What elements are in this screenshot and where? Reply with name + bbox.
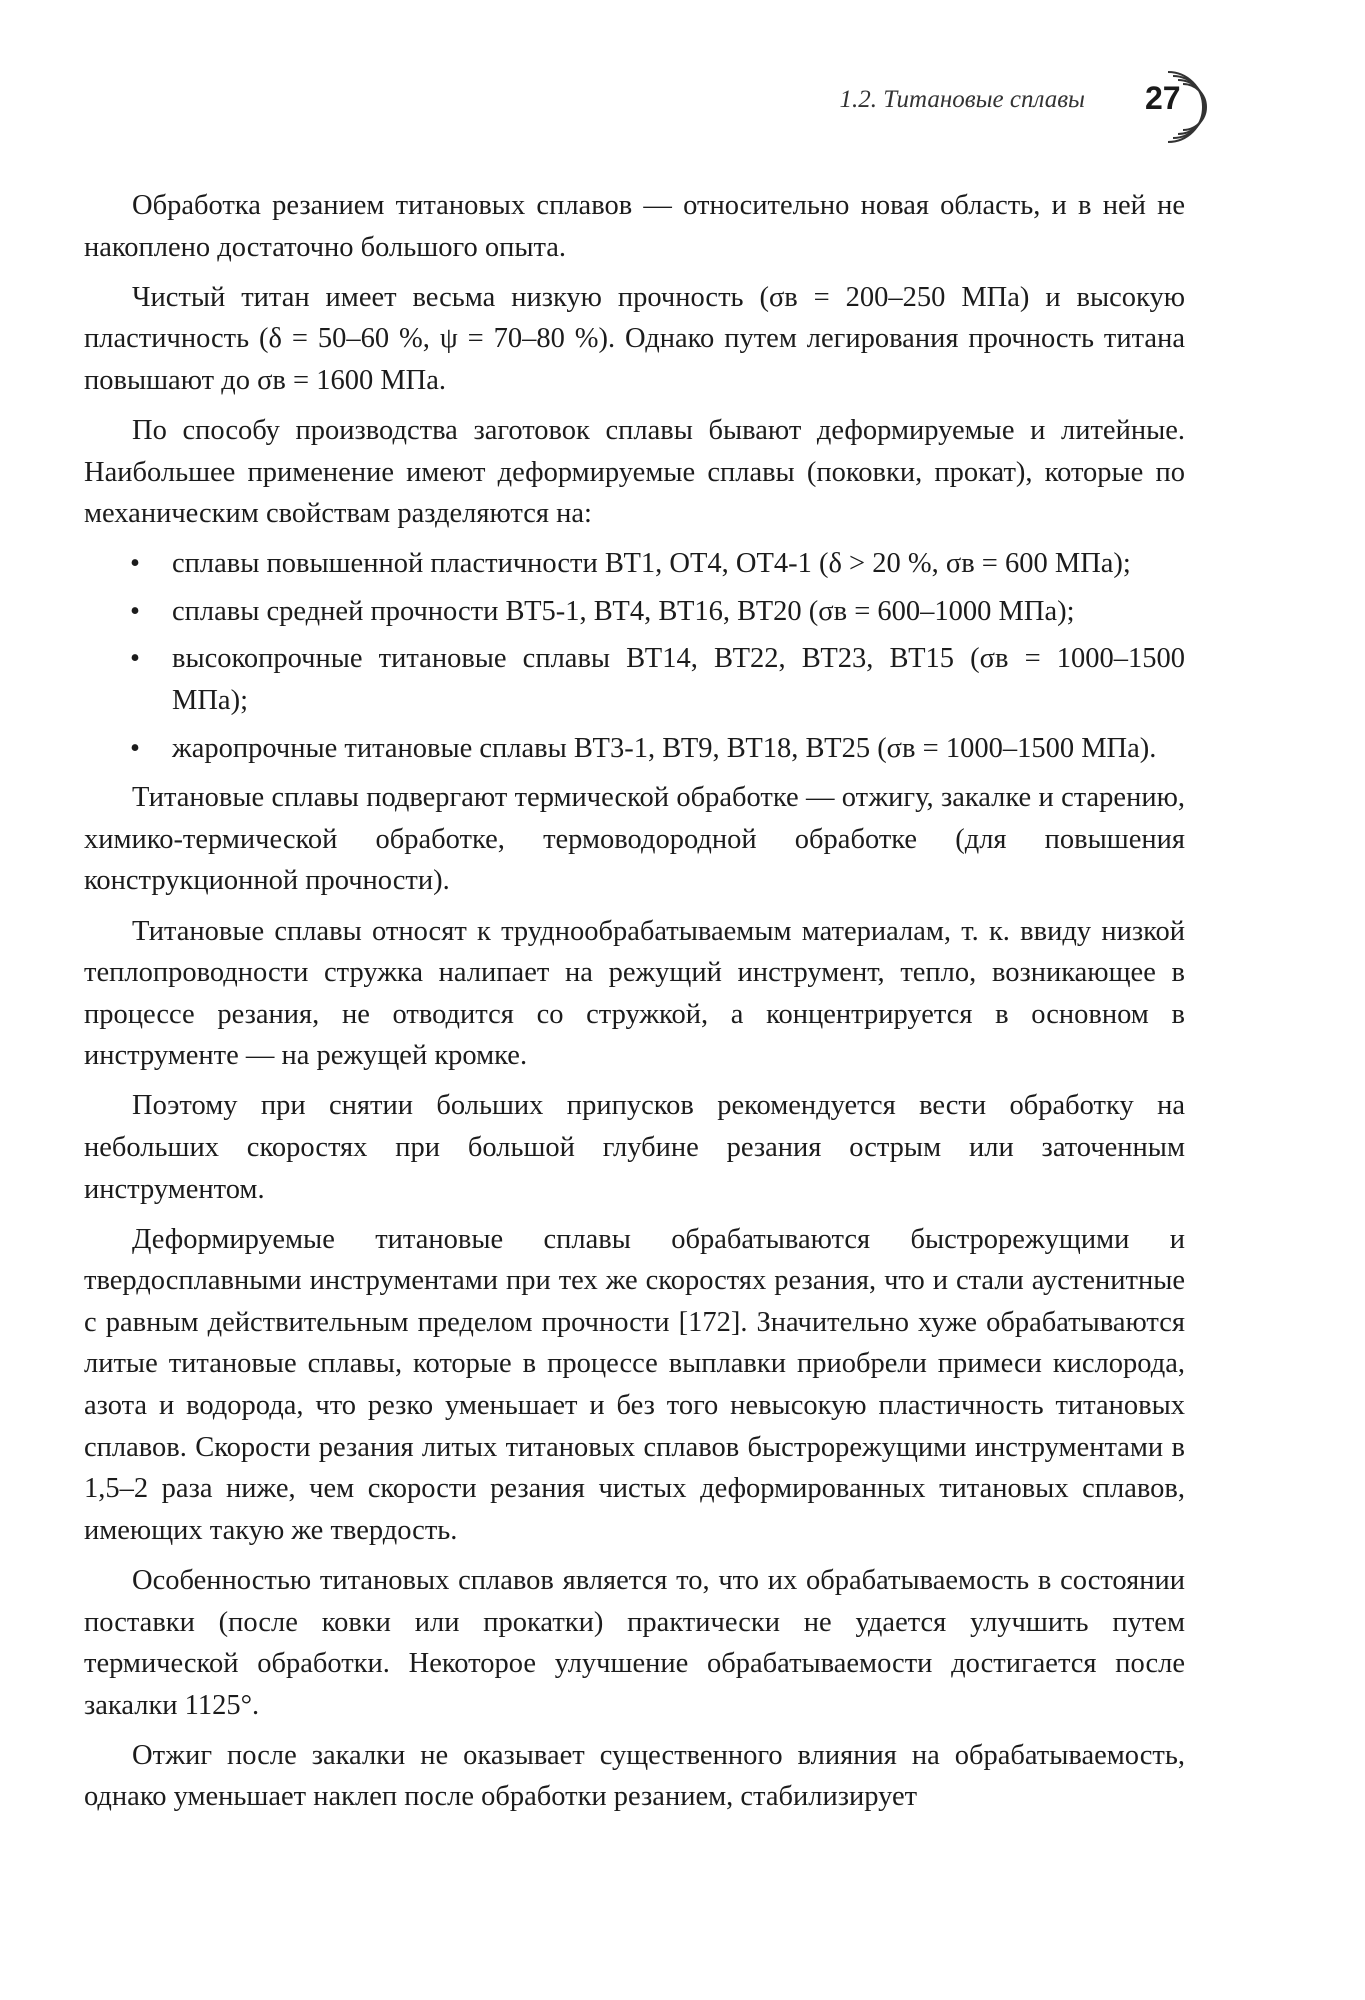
running-title: 1.2. Титановые сплавы	[839, 86, 1085, 113]
paragraph-6: Поэтому при снятии больших припусков рекомендуется вести обработку на небольших скоростях при большой глубине резания острым или заточенным инструментом.	[84, 1090, 1185, 1205]
paragraph-1: Обработка резанием титановых сплавов — относительно новая область, и в ней не накоплено достаточно большого опыта.	[84, 190, 1185, 263]
page-number: 27	[1145, 80, 1181, 116]
paragraph-3: По способу производства заготовок сплавы бывают деформируемые и литейные. Наибольшее применение имеют деформируемые сплавы (поковки, прокат), которые по механическим свойствам разделяются на:	[84, 414, 1185, 530]
list-item: • сплавы средней прочности ВТ5-1, ВТ4, ВТ16, ВТ20 (σв = 600–1000 МПа);	[84, 591, 1185, 633]
paragraph-4: Титановые сплавы подвергают термической обработке — отжигу, закалке и старению, химико-термической обработке, термоводородной обработке (для повышения конструкционной прочности).	[84, 782, 1185, 897]
paragraph-2: Чистый титан имеет весьма низкую прочность (σв = 200–250 МПа) и высокую пластичность (δ = 50–60 %, ψ = 70–80 %). Однако путем легирования прочность титана повышают до σв = 1600 МПа.	[84, 281, 1185, 396]
paragraph-8: Особенностью титановых сплавов является то, что их обрабатываемость в состоянии поставки (после ковки или прокатки) практически не удается улучшить путем термической обработки. Некоторое улучшение обрабатываемости достигается после закалки 1125°.	[84, 1564, 1185, 1721]
paragraph-5: Титановые сплавы относят к труднообрабатываемым материалам, т. к. ввиду низкой теплопроводности стружка налипает на режущий инструмент, тепло, возникающее в процессе резания, не отводится со стружкой, а концентрируется в основном в инструменте — на режущей кромке.	[84, 915, 1185, 1072]
paragraph-7: Деформируемые титановые сплавы обрабатываются быстрорежущими и твердосплавными инструментами при тех же скоростях резания, что и стали аустенитные с равным действительным пределом прочности [172]. Значительно хуже обрабатываются литые титановые сплавы, которые в процессе выплавки приобрели примеси кислорода, азота и водорода, что резко уменьшает и без того невысокую пластичность титановых сплавов. Скорости резания литых титановых сплавов быстрорежущими инструментами в 1,5–2 раза ниже, чем скорости резания чистых деформированных титановых сплавов, имеющих такую же твердость.	[84, 1223, 1185, 1546]
list-item: • сплавы повышенной пластичности ВТ1, ОТ4, ОТ4-1 (δ > 20 %, σв = 600 МПа);	[84, 543, 1185, 585]
paragraph-9: Отжиг после закалки не оказывает существенного влияния на обрабатываемость, однако уменьшает наклеп после обработки резанием, стабилизирует	[84, 1739, 1185, 1813]
alloy-list	[84, 543, 1185, 769]
list-item: • высокопрочные титановые сплавы ВТ14, ВТ22, ВТ23, ВТ15 (σв = 1000–1500 МПа);	[84, 638, 1185, 721]
list-item: • жаропрочные титановые сплавы ВТ3-1, ВТ9, ВТ18, ВТ25 (σв = 1000–1500 МПа).	[84, 728, 1185, 770]
page-body	[84, 185, 1185, 1826]
page-header	[0, 74, 1365, 134]
